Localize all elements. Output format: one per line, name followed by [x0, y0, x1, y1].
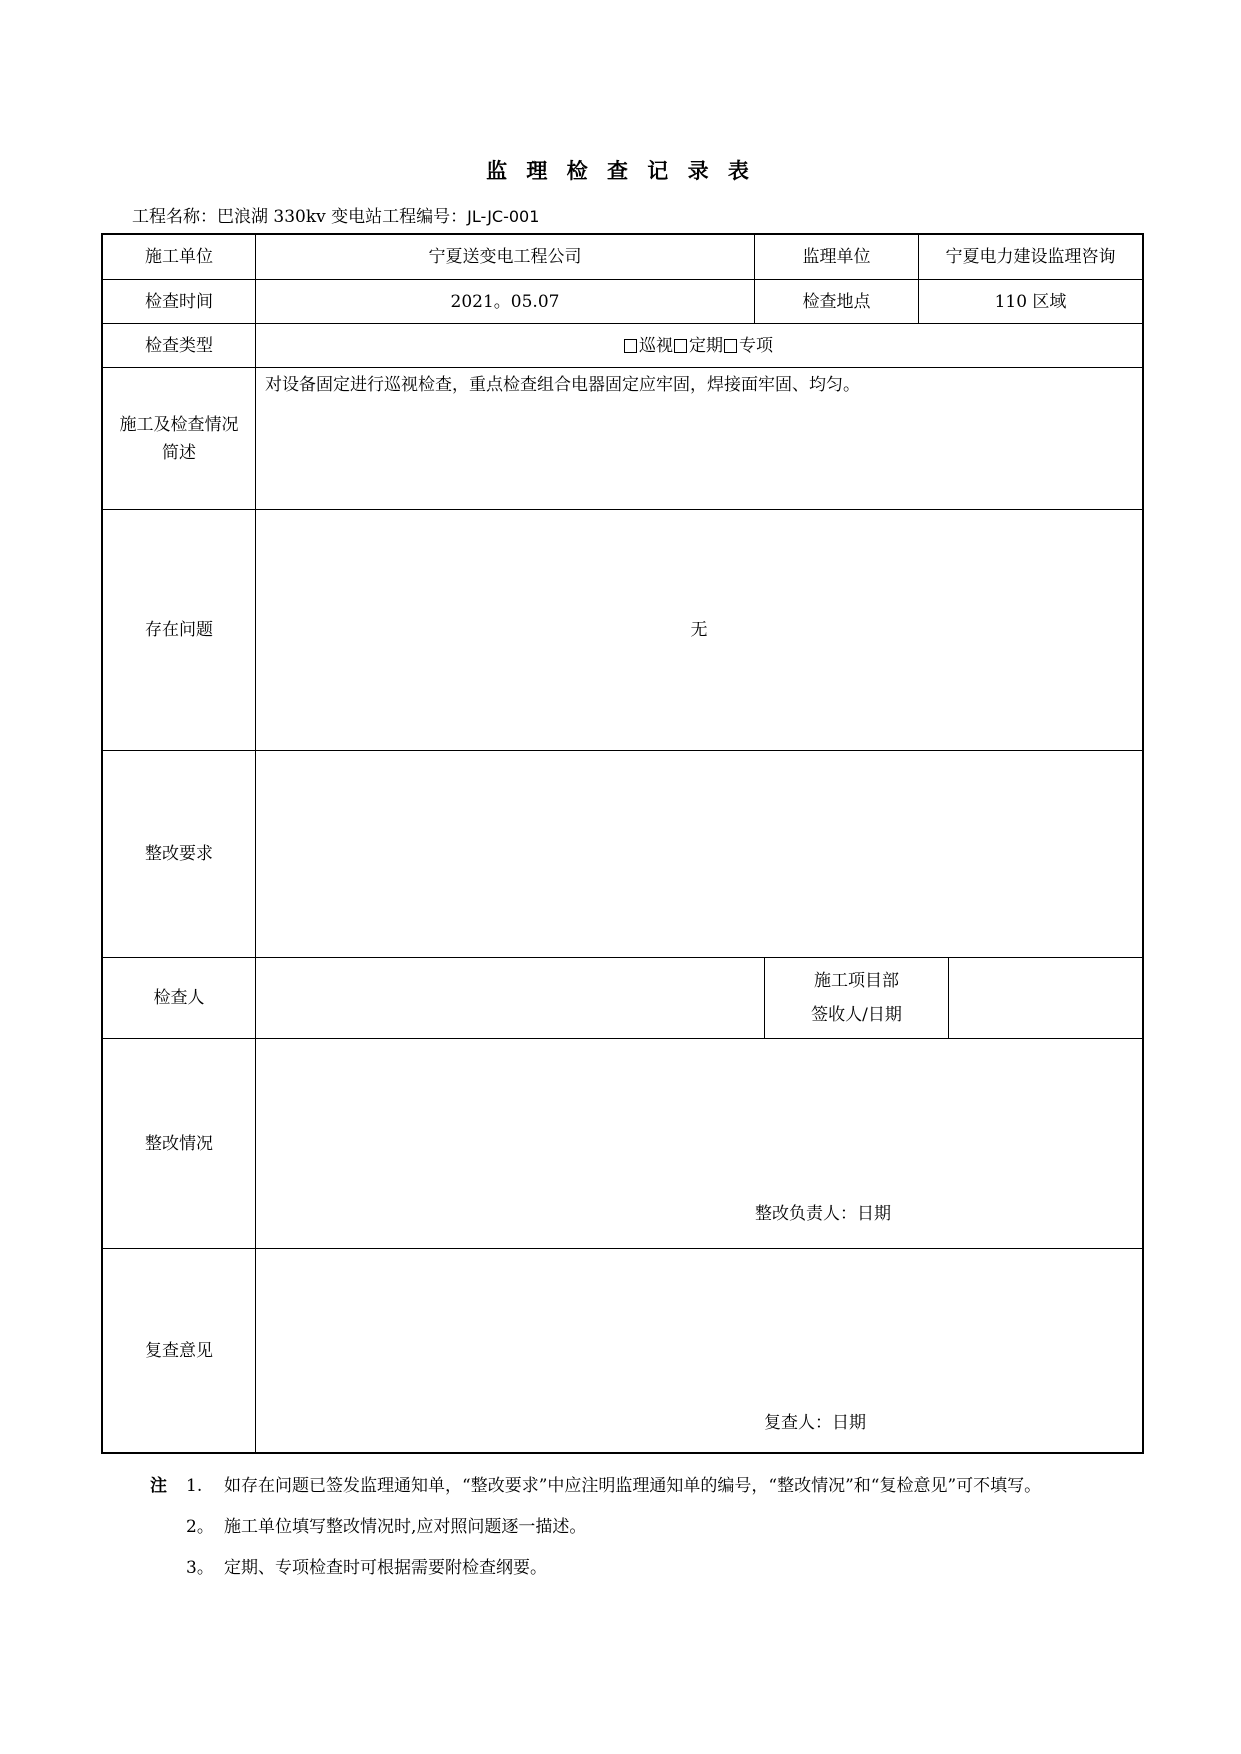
- review-opinion-label: 复查意见: [145, 1340, 213, 1361]
- review-opinion-value[interactable]: [256, 1249, 1142, 1452]
- notes-section: [150, 1466, 1041, 1589]
- supervision-unit-value: 宁夏电力建设监理咨询: [945, 247, 1116, 267]
- supervision-unit-label: 监理单位: [802, 247, 871, 267]
- rectification-requirement-value[interactable]: [256, 751, 1142, 957]
- checkbox-icon[interactable]: [674, 339, 687, 353]
- option-label: 定期: [689, 335, 723, 356]
- inspection-location-value: 110 区域: [994, 291, 1067, 312]
- option-patrol[interactable]: [624, 332, 673, 360]
- inspection-location-label: 检查地点: [802, 291, 871, 312]
- project-dept-signer-label: [765, 958, 948, 1038]
- page-title: 监 理 检 查 记 录 表: [486, 159, 755, 183]
- note-number: 3。: [186, 1558, 214, 1578]
- option-label: 巡视: [639, 335, 673, 356]
- note-text: 如存在问题已签发监理通知单，“整改要求”中应注明监理通知单的编号，“整改情况”和“复检意见”可不填写。: [224, 1476, 1042, 1496]
- note-item: [150, 1507, 1041, 1548]
- note-number: 1.: [186, 1476, 203, 1496]
- problems-value: 无: [690, 620, 708, 640]
- project-name-value: 巴浪湖 330kv 变电站工程编号：: [217, 207, 468, 227]
- rectification-requirement-label: 整改要求: [145, 844, 213, 864]
- note-number: 2。: [186, 1517, 214, 1537]
- inspector-value[interactable]: [256, 958, 764, 1038]
- inspection-type-options: [256, 324, 1142, 367]
- reviewer-signature: 复查人：日期: [764, 1413, 866, 1433]
- summary-label-line1: 施工及检查情况: [119, 414, 239, 435]
- note-text: 定期、专项检查时可根据需要附检查纲要。: [224, 1558, 547, 1578]
- option-periodic[interactable]: [674, 332, 723, 360]
- checkbox-icon[interactable]: [724, 339, 737, 353]
- project-name-label: 工程名称：: [132, 207, 217, 227]
- construction-unit-value: 宁夏送变电工程公司: [428, 247, 582, 267]
- option-label: 专项: [739, 335, 773, 356]
- problems-label: 存在问题: [145, 620, 213, 640]
- inspection-type-label: 检查类型: [145, 335, 213, 356]
- note-item: [150, 1466, 1041, 1507]
- project-dept-line2: 签收人/日期: [811, 1005, 902, 1025]
- inspection-record-table: [101, 233, 1144, 1454]
- summary-label-line2: 简述: [162, 442, 196, 463]
- project-dept-signer-value[interactable]: [949, 958, 1142, 1038]
- rectification-status-value[interactable]: [256, 1039, 1142, 1248]
- note-text: 施工单位填写整改情况时,应对照问题逐一描述。: [224, 1517, 587, 1537]
- note-item: [150, 1548, 1041, 1589]
- checkbox-icon[interactable]: [624, 339, 637, 353]
- option-special[interactable]: [724, 332, 773, 360]
- note-mark: 注: [150, 1476, 167, 1496]
- summary-value: 对设备固定进行巡视检查，重点检查组合电器固定应牢固，焊接面牢固、均匀。: [265, 375, 860, 395]
- rectification-status-label: 整改情况: [145, 1133, 213, 1154]
- inspection-time-label: 检查时间: [145, 291, 213, 312]
- rectification-responsible-signature: 整改负责人：日期: [755, 1204, 891, 1224]
- summary-label: [103, 368, 255, 509]
- project-info-line: [132, 202, 539, 227]
- inspector-label: 检查人: [153, 988, 205, 1008]
- construction-unit-label: 施工单位: [145, 247, 213, 267]
- inspection-time-value: 2021。05.07: [450, 291, 560, 312]
- project-code-value: JL-JC-001: [467, 207, 540, 226]
- project-dept-line1: 施工项目部: [814, 971, 899, 991]
